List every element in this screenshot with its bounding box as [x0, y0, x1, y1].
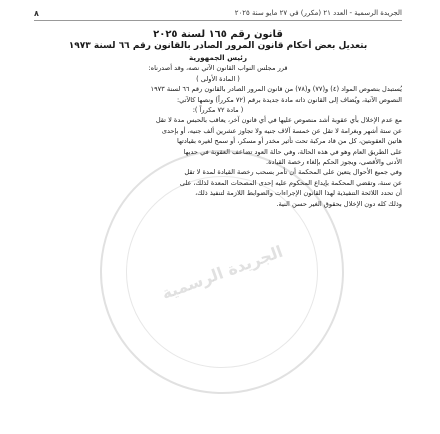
body-line: النصوص الآتية، ويُضاف إلى القانون ذاته مادة جديدة برقم (٧٢ مكرراً) ونصها كالآتي: — [176, 95, 402, 104]
body-line: وفي جميع الأحوال يتعين على المحكمة أن تأمر بسحب رخصة القيادة لمدة لا تقل — [184, 168, 402, 177]
law-title: قانون رقم ١٦٥ لسنة ٢٠٢٥ — [153, 29, 283, 40]
page-header — [34, 6, 402, 21]
page-number: ٨ — [34, 8, 39, 18]
body-line: ( مادة ٧٢ مكرراً ): — [192, 106, 244, 115]
body-line: مع عدم الإخلال بأي عقوبة أشد منصوص عليها في أي قانون آخر، يعاقب بالحبس مدة لا تقل — [155, 116, 402, 125]
body-line: على الطريق العام وهو في هذه الحالة، وفي حالة العود تضاعف العقوبة في حديها — [183, 147, 402, 156]
watermark-text: الجريدة الرسمية — [99, 149, 345, 395]
document-body — [34, 53, 402, 209]
body-line: الأدنى والأقصى، ويجوز الحكم بإلغاء رخصة القيادة. — [265, 158, 402, 167]
body-line: رئيس الجمهورية — [188, 53, 248, 62]
body-line: قرر مجلس النواب القانون الآتي نصه، وقد أصدرناه: — [148, 64, 288, 73]
body-line: وذلك كله دون الإخلال بحقوق الغير حسن النية. — [276, 199, 402, 208]
body-line: ( المادة الأولى ) — [196, 74, 240, 83]
body-line: هاتين العقوبتين، كل من قاد مركبة تحت تأثير مخدر أو مسكر، أو سمح لغيره بقيادتها — [176, 137, 402, 146]
body-line: عن ستة أشهر وبغرامة لا تقل عن خمسة آلاف جنيه ولا تجاوز عشرين ألف جنيه، أو بإحدى — [161, 126, 402, 135]
header-text: الجريدة الرسمية - العدد ٢١ (مكرر) في ٢٧ مايو سنة ٢٠٢٥ — [234, 9, 402, 17]
body-line: أن تحدد اللائحة التنفيذية لهذا القانون الإجراءات والضوابط اللازمة لتنفيذ ذلك، — [195, 189, 402, 198]
body-line: عن سنة، وتقضي المحكمة بإيداع المحكوم عليه إحدى المصحات المعدة لذلك، على — [179, 178, 402, 187]
law-subtitle: بتعديل بعض أحكام قانون المرور الصادر بالقانون رقم ٦٦ لسنة ١٩٧٣ — [68, 41, 368, 51]
body-line: يُستبدل بنصوص المواد (٤) و(٧٧) و(٧٨) من قانون المرور الصادر بالقانون رقم ٦٦ لسنة ١٩٧٣ — [150, 85, 402, 94]
